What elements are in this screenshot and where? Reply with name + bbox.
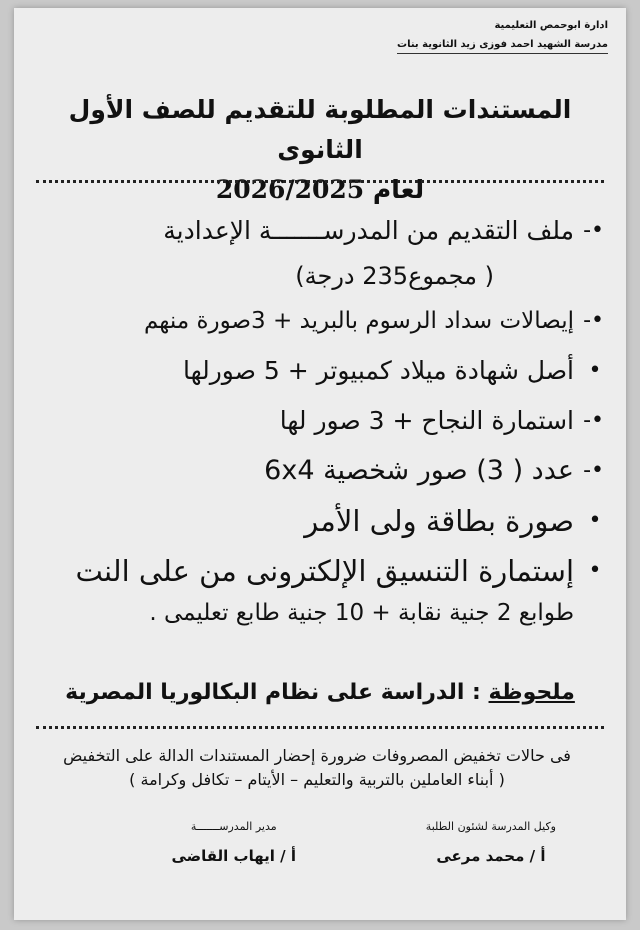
dotted-divider — [36, 726, 604, 729]
deputy-signature — [426, 820, 556, 865]
bullet-icon: •- — [583, 458, 604, 483]
list-item — [32, 396, 604, 446]
dotted-divider — [36, 180, 604, 183]
list-item-text: إيصالات سداد الرسوم بالبريد + 3صورة منهم — [143, 308, 574, 334]
bullet-icon: • — [588, 558, 602, 583]
note-label: ملحوظة — [488, 680, 575, 705]
list-item-text: إستمارة التنسيق الإلكترونى من على النت — [75, 554, 574, 588]
list-item-text: عدد ( 3) صور شخصية 6x4 — [264, 455, 574, 486]
bullet-icon: • — [588, 358, 602, 383]
list-item — [32, 206, 604, 256]
list-item — [32, 296, 604, 346]
title-year-line — [24, 170, 616, 210]
list-item-text: ( مجموع235 درجة) — [295, 262, 494, 290]
list-item-text: طوابع 2 جنية نقابة + 10 جنية طابع تعليمى . — [149, 600, 574, 626]
discount-line: فى حالات تخفيض المصروفات ضرورة إحضار المستندات الدالة على التخفيض — [63, 746, 571, 765]
signature-title: وكيل المدرسة لشئون الطلبة — [425, 820, 556, 833]
bullet-icon: • — [588, 508, 602, 533]
list-item — [32, 446, 604, 496]
bullet-icon: •- — [583, 308, 604, 333]
required-documents-list — [32, 206, 604, 630]
title-line: المستندات المطلوبة للتقديم للصف الأول الثانوى — [68, 95, 572, 164]
discount-categories: ( أبناء العاملين بالتربية والتعليم – الأيتام – تكافل وكرامة ) — [129, 770, 505, 789]
discount-notice — [24, 744, 610, 792]
list-item-text: ملف التقديم من المدرســـــــة الإعدادية — [163, 216, 574, 245]
list-item-sub — [32, 256, 604, 296]
list-item-text: أصل شهادة ميلاد كمبيوتر + 5 صورلها — [182, 356, 574, 385]
list-item — [32, 596, 604, 630]
signature-name: أ / محمد مرعى — [436, 847, 546, 865]
school-header — [397, 18, 608, 54]
signature-name: أ / ايهاب القاضى — [171, 847, 296, 865]
administration-name: ادارة ابوحمص التعليمية — [494, 20, 608, 31]
principal-signature — [171, 820, 296, 865]
list-item-text: استمارة النجاح + 3 صور لها — [279, 406, 574, 435]
document-page — [14, 8, 626, 920]
note — [24, 680, 616, 705]
academic-year: 2026/2025 — [215, 175, 365, 204]
bullet-icon: •- — [583, 218, 604, 243]
document-title — [24, 90, 616, 210]
school-name: مدرسة الشهيد احمد فوزى زيد الثانوية بنات — [397, 37, 608, 54]
note-text: : الدراسة على نظام البكالوريا المصرية — [65, 680, 481, 705]
list-item-text: صورة بطاقة ولى الأمر — [304, 504, 574, 538]
list-item — [32, 346, 604, 396]
year-prefix: لعام — [372, 175, 425, 204]
list-item — [32, 546, 604, 596]
list-item — [32, 496, 604, 546]
bullet-icon: •- — [583, 408, 604, 433]
signature-title: مدير المدرســـــــة — [190, 820, 277, 833]
